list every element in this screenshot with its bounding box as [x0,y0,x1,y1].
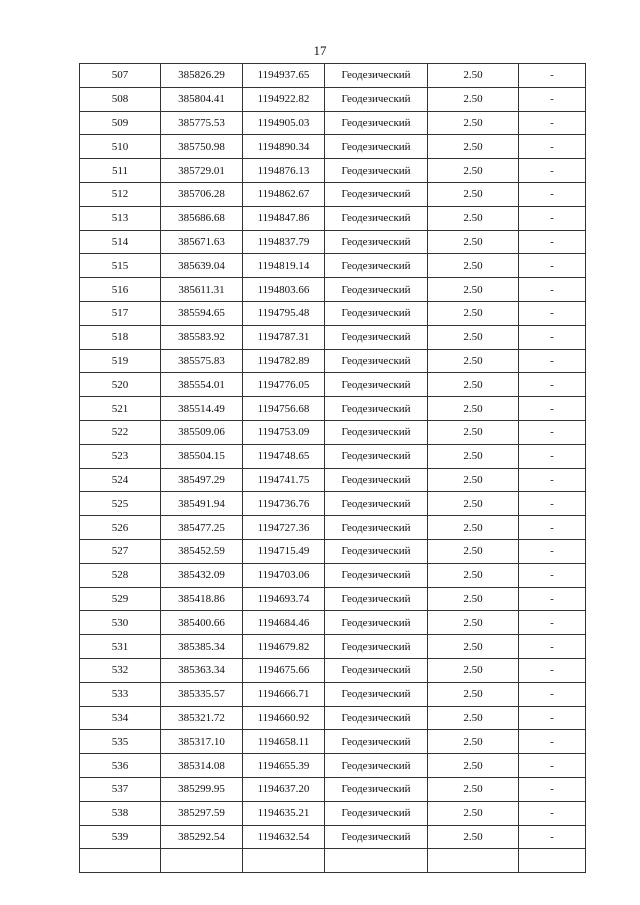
method-cell: Геодезический [325,325,428,349]
note-cell: - [519,468,586,492]
x-coordinate-cell: 385729.01 [161,159,243,183]
x-coordinate-cell: 385639.04 [161,254,243,278]
point-number-cell: 507 [80,64,161,88]
note-cell: - [519,182,586,206]
y-coordinate-cell: 1194756.68 [243,397,325,421]
x-coordinate-cell: 385583.92 [161,325,243,349]
table-row [80,492,586,516]
note-cell: - [519,516,586,540]
x-coordinate-cell: 385297.59 [161,801,243,825]
y-coordinate-cell: 1194637.20 [243,777,325,801]
accuracy-cell: 2.50 [428,301,519,325]
empty-cell [519,849,586,873]
x-coordinate-cell: 385497.29 [161,468,243,492]
note-cell: - [519,135,586,159]
accuracy-cell: 2.50 [428,349,519,373]
accuracy-cell: 2.50 [428,706,519,730]
method-cell: Геодезический [325,230,428,254]
point-number-cell: 534 [80,706,161,730]
accuracy-cell: 2.50 [428,468,519,492]
note-cell: - [519,373,586,397]
method-cell: Геодезический [325,682,428,706]
y-coordinate-cell: 1194937.65 [243,64,325,88]
table-row [80,635,586,659]
x-coordinate-cell: 385804.41 [161,87,243,111]
method-cell: Геодезический [325,206,428,230]
table-row [80,159,586,183]
x-coordinate-cell: 385477.25 [161,516,243,540]
accuracy-cell: 2.50 [428,777,519,801]
accuracy-cell: 2.50 [428,111,519,135]
point-number-cell: 527 [80,539,161,563]
table-row [80,658,586,682]
table-row [80,777,586,801]
y-coordinate-cell: 1194703.06 [243,563,325,587]
method-cell: Геодезический [325,492,428,516]
accuracy-cell: 2.50 [428,492,519,516]
empty-cell [428,849,519,873]
y-coordinate-cell: 1194748.65 [243,444,325,468]
note-cell: - [519,278,586,302]
coordinates-table [79,63,586,873]
point-number-cell: 531 [80,635,161,659]
note-cell: - [519,444,586,468]
accuracy-cell: 2.50 [428,64,519,88]
y-coordinate-cell: 1194660.92 [243,706,325,730]
x-coordinate-cell: 385491.94 [161,492,243,516]
y-coordinate-cell: 1194890.34 [243,135,325,159]
method-cell: Геодезический [325,254,428,278]
x-coordinate-cell: 385299.95 [161,777,243,801]
accuracy-cell: 2.50 [428,516,519,540]
x-coordinate-cell: 385671.63 [161,230,243,254]
x-coordinate-cell: 385611.31 [161,278,243,302]
x-coordinate-cell: 385317.10 [161,730,243,754]
method-cell: Геодезический [325,301,428,325]
table-row [80,111,586,135]
table-row [80,397,586,421]
method-cell: Геодезический [325,777,428,801]
accuracy-cell: 2.50 [428,658,519,682]
y-coordinate-cell: 1194655.39 [243,754,325,778]
note-cell: - [519,420,586,444]
note-cell: - [519,87,586,111]
table-row [80,516,586,540]
table-row [80,325,586,349]
table-row [80,587,586,611]
point-number-cell: 517 [80,301,161,325]
y-coordinate-cell: 1194905.03 [243,111,325,135]
accuracy-cell: 2.50 [428,730,519,754]
point-number-cell: 530 [80,611,161,635]
x-coordinate-cell: 385418.86 [161,587,243,611]
note-cell: - [519,492,586,516]
table-row [80,420,586,444]
table-row [80,349,586,373]
method-cell: Геодезический [325,468,428,492]
method-cell: Геодезический [325,516,428,540]
point-number-cell: 510 [80,135,161,159]
note-cell: - [519,539,586,563]
note-cell: - [519,682,586,706]
x-coordinate-cell: 385335.57 [161,682,243,706]
note-cell: - [519,254,586,278]
accuracy-cell: 2.50 [428,420,519,444]
note-cell: - [519,325,586,349]
point-number-cell: 521 [80,397,161,421]
method-cell: Геодезический [325,635,428,659]
method-cell: Геодезический [325,135,428,159]
table-row [80,301,586,325]
x-coordinate-cell: 385504.15 [161,444,243,468]
table-row [80,825,586,849]
note-cell: - [519,611,586,635]
note-cell: - [519,777,586,801]
table-row [80,254,586,278]
x-coordinate-cell: 385400.66 [161,611,243,635]
x-coordinate-cell: 385292.54 [161,825,243,849]
table-row [80,468,586,492]
method-cell: Геодезический [325,397,428,421]
note-cell: - [519,206,586,230]
note-cell: - [519,64,586,88]
method-cell: Геодезический [325,64,428,88]
point-number-cell: 535 [80,730,161,754]
note-cell: - [519,801,586,825]
table-row [80,87,586,111]
accuracy-cell: 2.50 [428,397,519,421]
point-number-cell: 528 [80,563,161,587]
method-cell: Геодезический [325,801,428,825]
y-coordinate-cell: 1194736.76 [243,492,325,516]
y-coordinate-cell: 1194803.66 [243,278,325,302]
note-cell: - [519,635,586,659]
method-cell: Геодезический [325,754,428,778]
y-coordinate-cell: 1194782.89 [243,349,325,373]
x-coordinate-cell: 385314.08 [161,754,243,778]
y-coordinate-cell: 1194776.05 [243,373,325,397]
method-cell: Геодезический [325,539,428,563]
accuracy-cell: 2.50 [428,230,519,254]
method-cell: Геодезический [325,563,428,587]
table-row [80,230,586,254]
accuracy-cell: 2.50 [428,801,519,825]
accuracy-cell: 2.50 [428,563,519,587]
method-cell: Геодезический [325,349,428,373]
empty-cell [243,849,325,873]
y-coordinate-cell: 1194684.46 [243,611,325,635]
y-coordinate-cell: 1194795.48 [243,301,325,325]
x-coordinate-cell: 385452.59 [161,539,243,563]
note-cell: - [519,730,586,754]
y-coordinate-cell: 1194693.74 [243,587,325,611]
accuracy-cell: 2.50 [428,611,519,635]
point-number-cell: 533 [80,682,161,706]
point-number-cell: 529 [80,587,161,611]
note-cell: - [519,825,586,849]
table-row [80,563,586,587]
note-cell: - [519,397,586,421]
table-row [80,278,586,302]
accuracy-cell: 2.50 [428,539,519,563]
y-coordinate-cell: 1194632.54 [243,825,325,849]
accuracy-cell: 2.50 [428,587,519,611]
y-coordinate-cell: 1194819.14 [243,254,325,278]
accuracy-cell: 2.50 [428,182,519,206]
y-coordinate-cell: 1194876.13 [243,159,325,183]
method-cell: Геодезический [325,111,428,135]
point-number-cell: 523 [80,444,161,468]
accuracy-cell: 2.50 [428,444,519,468]
point-number-cell: 516 [80,278,161,302]
point-number-cell: 526 [80,516,161,540]
y-coordinate-cell: 1194715.49 [243,539,325,563]
accuracy-cell: 2.50 [428,254,519,278]
accuracy-cell: 2.50 [428,825,519,849]
note-cell: - [519,754,586,778]
note-cell: - [519,658,586,682]
method-cell: Геодезический [325,706,428,730]
method-cell: Геодезический [325,825,428,849]
accuracy-cell: 2.50 [428,206,519,230]
accuracy-cell: 2.50 [428,159,519,183]
accuracy-cell: 2.50 [428,87,519,111]
note-cell: - [519,159,586,183]
point-number-cell: 512 [80,182,161,206]
method-cell: Геодезический [325,159,428,183]
point-number-cell: 518 [80,325,161,349]
method-cell: Геодезический [325,278,428,302]
table-row [80,706,586,730]
accuracy-cell: 2.50 [428,682,519,706]
empty-cell [325,849,428,873]
table-row [80,754,586,778]
page-number: 17 [313,43,327,58]
empty-cell [161,849,243,873]
point-number-cell: 525 [80,492,161,516]
y-coordinate-cell: 1194679.82 [243,635,325,659]
table-row [80,444,586,468]
table-bottom-spacer [80,849,586,873]
x-coordinate-cell: 385686.68 [161,206,243,230]
table-row [80,730,586,754]
accuracy-cell: 2.50 [428,754,519,778]
table-row [80,611,586,635]
point-number-cell: 515 [80,254,161,278]
note-cell: - [519,230,586,254]
y-coordinate-cell: 1194787.31 [243,325,325,349]
note-cell: - [519,301,586,325]
y-coordinate-cell: 1194635.21 [243,801,325,825]
point-number-cell: 524 [80,468,161,492]
x-coordinate-cell: 385826.29 [161,64,243,88]
x-coordinate-cell: 385575.83 [161,349,243,373]
table-body [80,64,586,873]
note-cell: - [519,111,586,135]
x-coordinate-cell: 385432.09 [161,563,243,587]
point-number-cell: 537 [80,777,161,801]
method-cell: Геодезический [325,611,428,635]
y-coordinate-cell: 1194862.67 [243,182,325,206]
table-row [80,801,586,825]
x-coordinate-cell: 385385.34 [161,635,243,659]
note-cell: - [519,563,586,587]
point-number-cell: 520 [80,373,161,397]
point-number-cell: 511 [80,159,161,183]
accuracy-cell: 2.50 [428,373,519,397]
y-coordinate-cell: 1194675.66 [243,658,325,682]
x-coordinate-cell: 385509.06 [161,420,243,444]
y-coordinate-cell: 1194753.09 [243,420,325,444]
point-number-cell: 536 [80,754,161,778]
method-cell: Геодезический [325,658,428,682]
note-cell: - [519,706,586,730]
method-cell: Геодезический [325,730,428,754]
x-coordinate-cell: 385321.72 [161,706,243,730]
x-coordinate-cell: 385706.28 [161,182,243,206]
x-coordinate-cell: 385750.98 [161,135,243,159]
y-coordinate-cell: 1194658.11 [243,730,325,754]
point-number-cell: 538 [80,801,161,825]
note-cell: - [519,349,586,373]
table-row [80,682,586,706]
point-number-cell: 509 [80,111,161,135]
table-row [80,64,586,88]
table-row [80,373,586,397]
y-coordinate-cell: 1194666.71 [243,682,325,706]
y-coordinate-cell: 1194837.79 [243,230,325,254]
method-cell: Геодезический [325,587,428,611]
empty-cell [80,849,161,873]
y-coordinate-cell: 1194847.86 [243,206,325,230]
table-row [80,206,586,230]
point-number-cell: 508 [80,87,161,111]
point-number-cell: 532 [80,658,161,682]
method-cell: Геодезический [325,420,428,444]
method-cell: Геодезический [325,373,428,397]
table-row [80,135,586,159]
point-number-cell: 519 [80,349,161,373]
y-coordinate-cell: 1194727.36 [243,516,325,540]
method-cell: Геодезический [325,87,428,111]
accuracy-cell: 2.50 [428,278,519,302]
note-cell: - [519,587,586,611]
point-number-cell: 539 [80,825,161,849]
x-coordinate-cell: 385775.53 [161,111,243,135]
accuracy-cell: 2.50 [428,135,519,159]
point-number-cell: 522 [80,420,161,444]
x-coordinate-cell: 385514.49 [161,397,243,421]
point-number-cell: 514 [80,230,161,254]
table-row [80,182,586,206]
method-cell: Геодезический [325,182,428,206]
y-coordinate-cell: 1194741.75 [243,468,325,492]
x-coordinate-cell: 385554.01 [161,373,243,397]
point-number-cell: 513 [80,206,161,230]
y-coordinate-cell: 1194922.82 [243,87,325,111]
method-cell: Геодезический [325,444,428,468]
x-coordinate-cell: 385594.65 [161,301,243,325]
accuracy-cell: 2.50 [428,635,519,659]
table-row [80,539,586,563]
accuracy-cell: 2.50 [428,325,519,349]
x-coordinate-cell: 385363.34 [161,658,243,682]
